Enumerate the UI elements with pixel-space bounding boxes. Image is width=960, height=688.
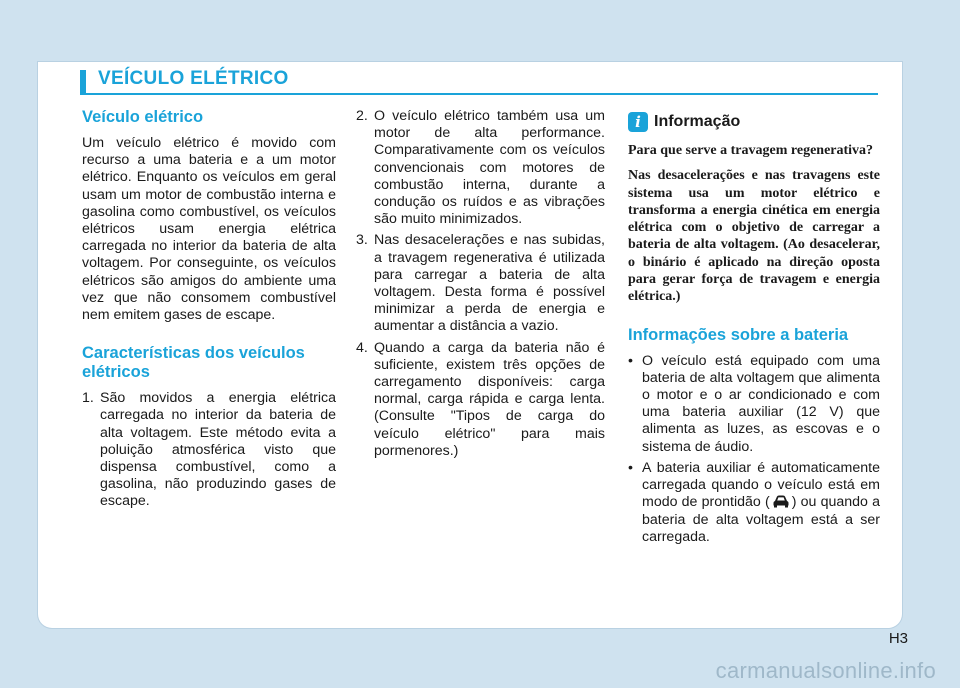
list-item: • A bateria auxiliar é automaticamente carregada quando o veículo está em modo de prontidão ( ) ou quando a bateria de alta voltagem está a ser carregada. bbox=[628, 459, 880, 545]
list-item: 4. Quando a carga da bateria não é suficiente, existem três opções de carregamento disponíveis: carga normal, carga rápida e carga lenta. (Consulte "Tipos de carga do veículo elétrico" para mais pormenores.) bbox=[356, 339, 605, 459]
section-title: VEÍCULO ELÉTRICO bbox=[98, 68, 289, 89]
column-3 bbox=[628, 108, 880, 550]
info-answer: Nas desacelerações e nas travagens este sistema usa um motor elétrico e transforma a energia cinética em energia elétrica com o objetivo de carregar a bateria de alta voltagem. (Ao desacelerar, o binário é aplicado na direção oposta para gerar força de travagem e energia elétrica.) bbox=[628, 168, 880, 305]
characteristics-list bbox=[82, 390, 336, 510]
info-question: Para que serve a travagem regenerativa? bbox=[628, 143, 874, 158]
info-header bbox=[628, 112, 880, 132]
info-title: Informação bbox=[654, 113, 741, 131]
battery-info-list bbox=[628, 353, 880, 546]
ready-car-icon bbox=[772, 494, 790, 508]
column-2 bbox=[356, 108, 605, 464]
heading-characteristics: Características dos veículos elétricos bbox=[82, 344, 305, 382]
list-item: • O veículo está equipado com uma bateria de alta voltagem que alimenta o motor e o ar condicionado e com uma bateria auxiliar (12 V) que alimenta as luzes, as escovas e o sistema de áudio. bbox=[628, 352, 880, 455]
heading-battery-info: Informações sobre a bateria bbox=[628, 325, 849, 344]
info-icon: i bbox=[628, 112, 648, 132]
watermark: carmanualsonline.info bbox=[715, 658, 936, 683]
page-number: H3 bbox=[888, 630, 908, 647]
list-item: 1. São movidos a energia elétrica carregada no interior da bateria de alta voltagem. Este método evita a poluição atmosférica visto que dispensa combustível, como a gasolina, não produzindo gases de escape. bbox=[82, 390, 336, 510]
characteristics-list-continued bbox=[356, 108, 605, 460]
header-accent-bar bbox=[80, 70, 86, 93]
intro-paragraph: Um veículo elétrico é movido com recurso a uma bateria e a um motor elétrico. Enquanto os veículos em geral usam um motor de combustão interna e gasolina como combustível, os veículos elétricos usam energia elétrica carregada no interior da bateria de alta voltagem. Por conseguinte, os veículos elétricos são amigos do ambiente uma vez que não consomem combustível nem emitem gases de escape. bbox=[82, 135, 336, 324]
header-rule bbox=[80, 93, 878, 95]
list-item: 3. Nas desacelerações e nas subidas, a travagem regenerativa é utilizada para carregar a bateria de alta voltagem. Desta forma é possível minimizar a perda de energia e aumentar a distância a vazio. bbox=[356, 232, 605, 335]
list-item: 2. O veículo elétrico também usa um motor de alta performance. Comparativamente com os veículos convencionais com motores de combustão interna, durante a condução os ruídos e as vibrações são muito minimizados. bbox=[356, 108, 605, 228]
heading-electric-vehicle: Veículo elétrico bbox=[82, 108, 204, 126]
column-1 bbox=[82, 108, 336, 515]
